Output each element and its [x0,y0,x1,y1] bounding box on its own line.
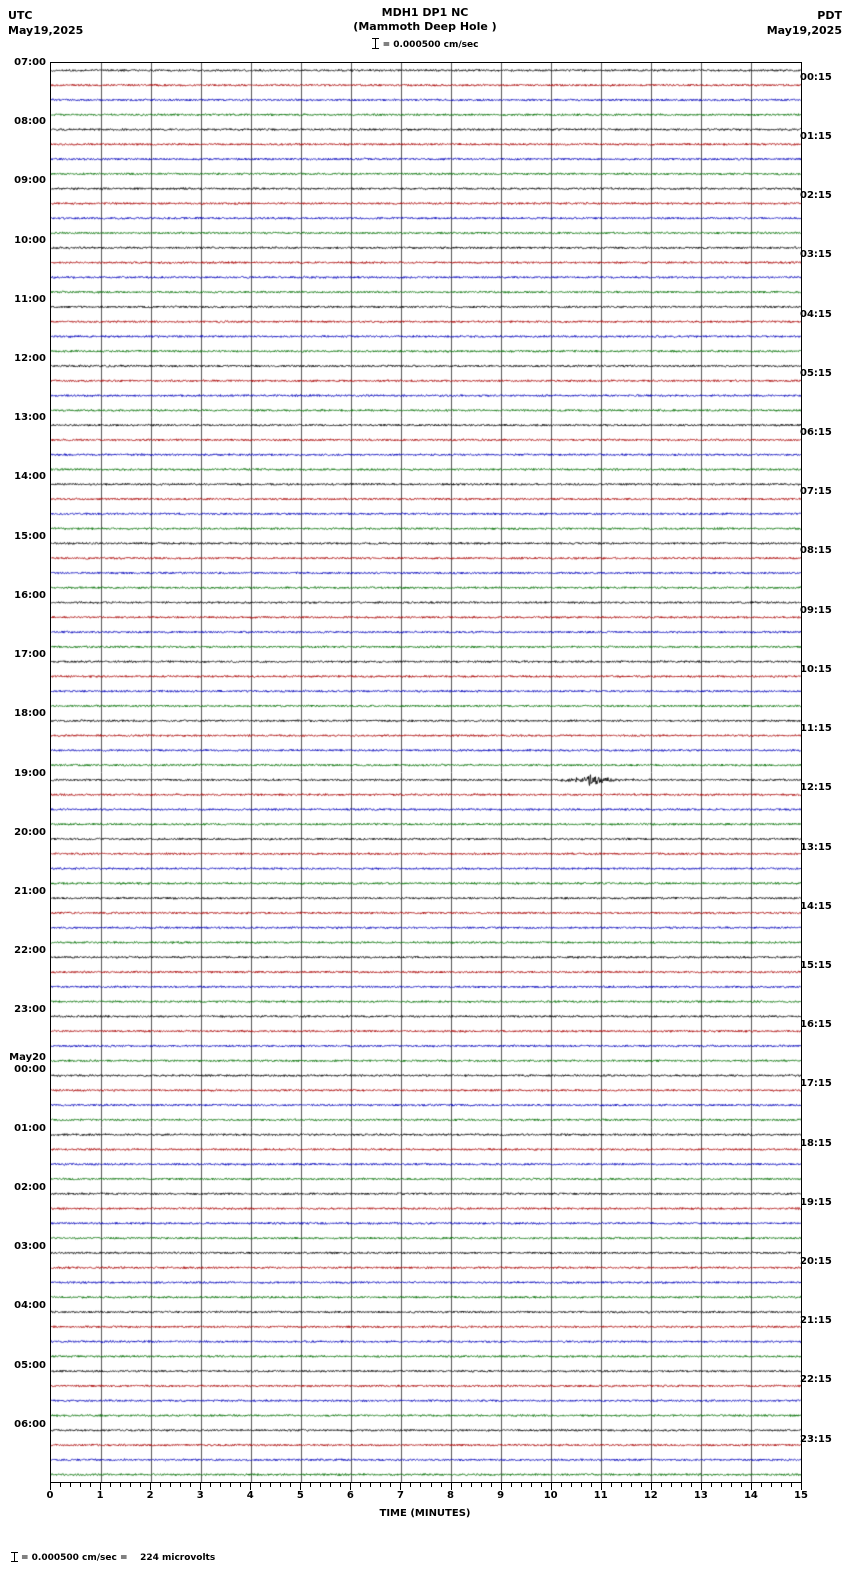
x-tick-minor [390,1483,391,1487]
right-hour-label: 12:15 [800,782,832,794]
x-tick-minor [531,1483,532,1487]
x-tick-minor [260,1483,261,1487]
left-hour-label: 08:00 [14,116,46,128]
header-center-block [0,6,850,34]
x-tick-minor [671,1483,672,1487]
x-tick-minor [591,1483,592,1487]
right-hour-label: 06:15 [800,427,832,439]
x-tick-minor [70,1483,71,1487]
left-hour-label: 00:00 [14,1063,46,1075]
x-tick-major [451,1483,452,1490]
x-tick-label: 14 [743,1490,758,1501]
x-tick-label: 9 [497,1490,505,1501]
left-hour-label: 12:00 [14,353,46,365]
left-hour-label: 06:00 [14,1418,46,1430]
x-tick-label: 6 [346,1490,354,1501]
x-tick-label: 2 [146,1490,154,1501]
x-tick-label: 5 [296,1490,304,1501]
x-tick-minor [781,1483,782,1487]
right-hour-label: 07:15 [800,486,832,498]
x-tick-minor [631,1483,632,1487]
x-tick-minor [310,1483,311,1487]
left-hour-label: 23:00 [14,1004,46,1016]
left-hour-label: 09:00 [14,175,46,187]
left-hour-label: 20:00 [14,826,46,838]
x-tick-label: 7 [396,1490,404,1501]
right-hour-label: 01:15 [800,131,832,142]
x-tick-major [400,1483,401,1490]
x-tick-minor [791,1483,792,1487]
x-tick-minor [420,1483,421,1487]
left-hour-label: 04:00 [14,1300,46,1312]
x-tick-major [50,1483,51,1490]
x-tick-label: 10 [543,1490,558,1501]
x-tick-label: 15 [794,1490,808,1501]
chart-header [0,0,850,58]
x-tick-major [501,1483,502,1490]
x-tick-minor [190,1483,191,1487]
x-tick-minor [60,1483,61,1487]
x-tick-minor [80,1483,81,1487]
x-tick-minor [320,1483,321,1487]
x-tick-label: 4 [246,1490,254,1501]
left-hour-label: 07:00 [14,57,46,68]
right-hour-label: 09:15 [800,604,832,616]
scale-bar-icon [372,38,379,49]
x-tick-minor [561,1483,562,1487]
x-tick-minor [431,1483,432,1487]
right-hour-label: 23:15 [800,1433,832,1445]
x-tick-label: 3 [196,1490,204,1501]
date-right: May19,2025 [766,24,842,37]
x-tick-minor [691,1483,692,1487]
right-hour-label: 14:15 [800,900,832,912]
x-tick-major [250,1483,251,1490]
x-tick-minor [90,1483,91,1487]
left-hour-label: 21:00 [14,885,46,897]
right-hour-label: 20:15 [800,1255,832,1267]
x-tick-minor [370,1483,371,1487]
x-tick-minor [180,1483,181,1487]
x-tick-major [551,1483,552,1490]
x-tick-minor [511,1483,512,1487]
x-tick-major [701,1483,702,1490]
left-hour-label: 19:00 [14,767,46,779]
left-hour-label: 13:00 [14,412,46,424]
x-tick-minor [641,1483,642,1487]
left-hour-label: 02:00 [14,1181,46,1193]
x-tick-minor [771,1483,772,1487]
x-tick-label: 0 [46,1490,54,1501]
left-hour-label: 03:00 [14,1241,46,1253]
x-tick-minor [521,1483,522,1487]
right-hour-label: 08:15 [800,545,832,557]
footer-scale-note [8,1552,215,1563]
right-hour-label: 21:15 [800,1315,832,1327]
x-tick-minor [210,1483,211,1487]
x-tick-minor [661,1483,662,1487]
right-hour-label: 00:15 [800,71,832,83]
x-tick-minor [220,1483,221,1487]
x-tick-minor [140,1483,141,1487]
x-tick-label: 1 [96,1490,104,1501]
x-axis-title: TIME (MINUTES) [379,1508,471,1519]
x-tick-label: 8 [447,1490,455,1501]
x-tick-major [801,1483,802,1490]
x-tick-minor [581,1483,582,1487]
scale-reference-text: = 0.000500 cm/sec [382,40,479,50]
left-hour-label: 17:00 [14,649,46,661]
timezone-left: UTC [8,9,33,22]
day-change-label: May20 [9,1051,46,1063]
left-hour-label: 05:00 [14,1359,46,1371]
right-hour-label: 02:15 [800,190,832,202]
x-tick-minor [130,1483,131,1487]
left-hour-label: 22:00 [14,945,46,957]
left-hour-label: 16:00 [14,589,46,601]
station-name: (Mammoth Deep Hole ) [353,20,497,33]
x-tick-major [350,1483,351,1490]
x-tick-minor [481,1483,482,1487]
x-tick-minor [120,1483,121,1487]
x-tick-minor [741,1483,742,1487]
right-hour-label: 19:15 [800,1196,832,1208]
seismogram-canvas [51,63,801,1482]
x-tick-minor [471,1483,472,1487]
left-hour-label: 15:00 [14,530,46,542]
header-right-block [767,8,842,38]
right-hour-label: 15:15 [800,959,832,971]
x-tick-label: 13 [693,1490,708,1501]
x-tick-minor [170,1483,171,1487]
x-tick-major [100,1483,101,1490]
left-hour-label: 10:00 [14,234,46,246]
x-tick-minor [110,1483,111,1487]
left-hour-label: 14:00 [14,471,46,483]
x-tick-minor [441,1483,442,1487]
x-tick-major [300,1483,301,1490]
x-tick-major [751,1483,752,1490]
x-tick-minor [611,1483,612,1487]
station-code: MDH1 DP1 NC [381,6,469,19]
right-hour-label: 10:15 [800,663,832,675]
right-hour-label: 05:15 [800,367,832,379]
footer-scale-bar-icon [11,1552,18,1562]
x-tick-minor [270,1483,271,1487]
x-tick-minor [340,1483,341,1487]
left-hour-label: 18:00 [14,708,46,720]
x-tick-minor [721,1483,722,1487]
seismogram-plot [50,62,802,1483]
x-tick-minor [681,1483,682,1487]
right-hour-label: 22:15 [800,1374,832,1386]
x-tick-minor [711,1483,712,1487]
right-hour-label: 13:15 [800,841,832,853]
x-tick-minor [240,1483,241,1487]
x-tick-minor [290,1483,291,1487]
left-hour-label: 01:00 [14,1122,46,1134]
right-hour-label: 17:15 [800,1078,832,1090]
x-tick-minor [621,1483,622,1487]
scale-reference [0,38,850,50]
right-hour-label: 04:15 [800,308,832,320]
x-axis [46,1483,808,1503]
x-tick-label: 11 [593,1490,608,1501]
x-tick-major [601,1483,602,1490]
x-tick-minor [230,1483,231,1487]
x-tick-label: 12 [643,1490,658,1501]
x-tick-minor [280,1483,281,1487]
x-tick-minor [491,1483,492,1487]
date-left: May19,2025 [8,24,84,37]
x-tick-minor [541,1483,542,1487]
x-tick-major [651,1483,652,1490]
x-tick-major [150,1483,151,1490]
x-tick-minor [380,1483,381,1487]
x-tick-major [200,1483,201,1490]
x-tick-minor [330,1483,331,1487]
x-tick-minor [571,1483,572,1487]
x-tick-minor [410,1483,411,1487]
left-hour-label: 11:00 [14,293,46,305]
right-hour-label: 16:15 [800,1019,832,1031]
timezone-right: PDT [817,9,842,22]
right-hour-label: 03:15 [800,249,832,261]
x-tick-minor [360,1483,361,1487]
x-tick-minor [761,1483,762,1487]
x-tick-minor [461,1483,462,1487]
x-tick-minor [160,1483,161,1487]
footer-scale-text: = 0.000500 cm/sec = 224 microvolts [21,1553,216,1563]
right-hour-label: 18:15 [800,1137,832,1149]
right-hour-label: 11:15 [800,723,832,735]
x-tick-minor [731,1483,732,1487]
